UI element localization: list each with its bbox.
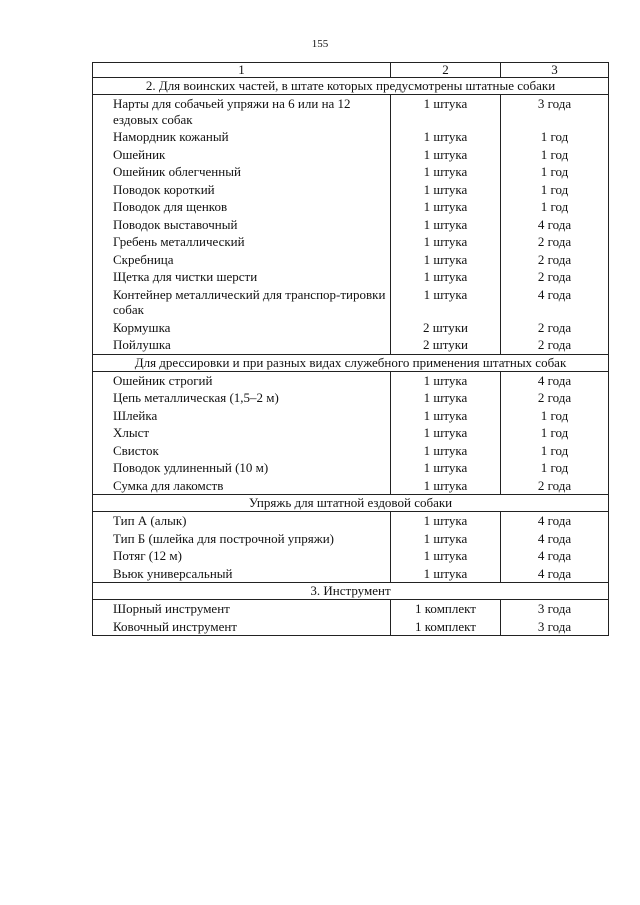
table-row	[93, 459, 609, 477]
item-quantity: 1 штука	[391, 565, 501, 583]
table-row	[93, 371, 609, 389]
table-row	[93, 319, 609, 337]
item-term: 2 года	[501, 336, 609, 354]
item-term: 3 года	[501, 95, 609, 129]
table-header-row	[93, 63, 609, 78]
item-quantity: 1 штука	[391, 128, 501, 146]
table-row	[93, 407, 609, 425]
item-term: 1 год	[501, 128, 609, 146]
item-term: 1 год	[501, 198, 609, 216]
item-term: 1 год	[501, 459, 609, 477]
item-term: 3 года	[501, 618, 609, 636]
item-quantity: 1 штука	[391, 459, 501, 477]
item-quantity: 1 штука	[391, 163, 501, 181]
item-quantity: 1 штука	[391, 371, 501, 389]
item-quantity: 1 штука	[391, 389, 501, 407]
table-row	[93, 565, 609, 583]
item-name: Цепь металлическая (1,5–2 м)	[93, 389, 391, 407]
item-name: Нарты для собачьей упряжи на 6 или на 12 ездовых собак	[93, 95, 391, 129]
item-term: 4 года	[501, 512, 609, 530]
item-term: 1 год	[501, 146, 609, 164]
item-quantity: 1 штука	[391, 233, 501, 251]
item-quantity: 1 штука	[391, 424, 501, 442]
table-row	[93, 389, 609, 407]
section-header-row	[93, 495, 609, 512]
item-quantity: 2 штуки	[391, 319, 501, 337]
item-name: Шорный инструмент	[93, 600, 391, 618]
table-row	[93, 251, 609, 269]
item-term: 2 года	[501, 251, 609, 269]
section-title: Упряжь для штатной ездовой собаки	[93, 495, 609, 512]
table-row	[93, 512, 609, 530]
table-row	[93, 163, 609, 181]
item-name: Хлыст	[93, 424, 391, 442]
item-term: 4 года	[501, 216, 609, 234]
item-quantity: 1 штука	[391, 477, 501, 495]
table-row	[93, 547, 609, 565]
item-quantity: 1 штука	[391, 95, 501, 129]
item-name: Скребница	[93, 251, 391, 269]
item-term: 2 года	[501, 477, 609, 495]
table-row	[93, 198, 609, 216]
item-quantity: 1 штука	[391, 251, 501, 269]
table-row	[93, 600, 609, 618]
item-name: Кормушка	[93, 319, 391, 337]
table-row	[93, 216, 609, 234]
table-row	[93, 286, 609, 319]
item-quantity: 1 штука	[391, 216, 501, 234]
section-header-row	[93, 583, 609, 600]
table-row	[93, 424, 609, 442]
column-header-2: 2	[391, 63, 501, 78]
table-row	[93, 128, 609, 146]
item-term: 1 год	[501, 163, 609, 181]
table-row	[93, 530, 609, 548]
column-header-1: 1	[93, 63, 391, 78]
item-name: Пойлушка	[93, 336, 391, 354]
item-term: 4 года	[501, 371, 609, 389]
page-number: 155	[311, 38, 329, 50]
item-quantity: 1 штука	[391, 530, 501, 548]
item-name: Поводок удлиненный (10 м)	[93, 459, 391, 477]
item-term: 4 года	[501, 565, 609, 583]
item-quantity: 1 штука	[391, 407, 501, 425]
item-name: Потяг (12 м)	[93, 547, 391, 565]
item-quantity: 1 штука	[391, 146, 501, 164]
section-title: 3. Инструмент	[93, 583, 609, 600]
item-name: Щетка для чистки шерсти	[93, 268, 391, 286]
table-row	[93, 336, 609, 354]
equipment-table	[92, 62, 609, 636]
item-quantity: 1 штука	[391, 286, 501, 319]
item-name: Ошейник строгий	[93, 371, 391, 389]
section-header-row	[93, 354, 609, 371]
section-title: 2. Для воинских частей, в штате которых предусмотрены штатные собаки	[93, 78, 609, 95]
table-row	[93, 442, 609, 460]
item-quantity: 1 штука	[391, 512, 501, 530]
item-quantity: 1 штука	[391, 181, 501, 199]
item-name: Свисток	[93, 442, 391, 460]
table-row	[93, 181, 609, 199]
item-term: 1 год	[501, 407, 609, 425]
item-name: Вьюк универсальный	[93, 565, 391, 583]
item-term: 4 года	[501, 286, 609, 319]
item-name: Шлейка	[93, 407, 391, 425]
item-name: Намордник кожаный	[93, 128, 391, 146]
item-term: 2 года	[501, 389, 609, 407]
table-row	[93, 95, 609, 129]
item-term: 4 года	[501, 530, 609, 548]
item-term: 2 года	[501, 233, 609, 251]
item-quantity: 1 штука	[391, 547, 501, 565]
column-header-3: 3	[501, 63, 609, 78]
item-quantity: 2 штуки	[391, 336, 501, 354]
item-name: Ковочный инструмент	[93, 618, 391, 636]
item-term: 3 года	[501, 600, 609, 618]
item-term: 1 год	[501, 424, 609, 442]
item-term: 4 года	[501, 547, 609, 565]
item-name: Тип Б (шлейка для построчной упряжи)	[93, 530, 391, 548]
table-row	[93, 146, 609, 164]
item-name: Поводок для щенков	[93, 198, 391, 216]
table-row	[93, 268, 609, 286]
item-name: Ошейник облегченный	[93, 163, 391, 181]
item-term: 2 года	[501, 268, 609, 286]
table-row	[93, 618, 609, 636]
item-name: Поводок выставочный	[93, 216, 391, 234]
item-name: Гребень металлический	[93, 233, 391, 251]
item-term: 1 год	[501, 442, 609, 460]
item-quantity: 1 штука	[391, 268, 501, 286]
item-quantity: 1 комплект	[391, 618, 501, 636]
item-quantity: 1 комплект	[391, 600, 501, 618]
item-name: Тип А (алык)	[93, 512, 391, 530]
item-term: 2 года	[501, 319, 609, 337]
item-name: Ошейник	[93, 146, 391, 164]
item-name: Поводок короткий	[93, 181, 391, 199]
item-name: Сумка для лакомств	[93, 477, 391, 495]
table-row	[93, 477, 609, 495]
section-title: Для дрессировки и при разных видах служебного применения штатных собак	[93, 354, 609, 371]
table-row	[93, 233, 609, 251]
item-quantity: 1 штука	[391, 442, 501, 460]
item-name: Контейнер металлический для транспор-тировки собак	[93, 286, 391, 319]
item-quantity: 1 штука	[391, 198, 501, 216]
item-term: 1 год	[501, 181, 609, 199]
section-header-row	[93, 78, 609, 95]
